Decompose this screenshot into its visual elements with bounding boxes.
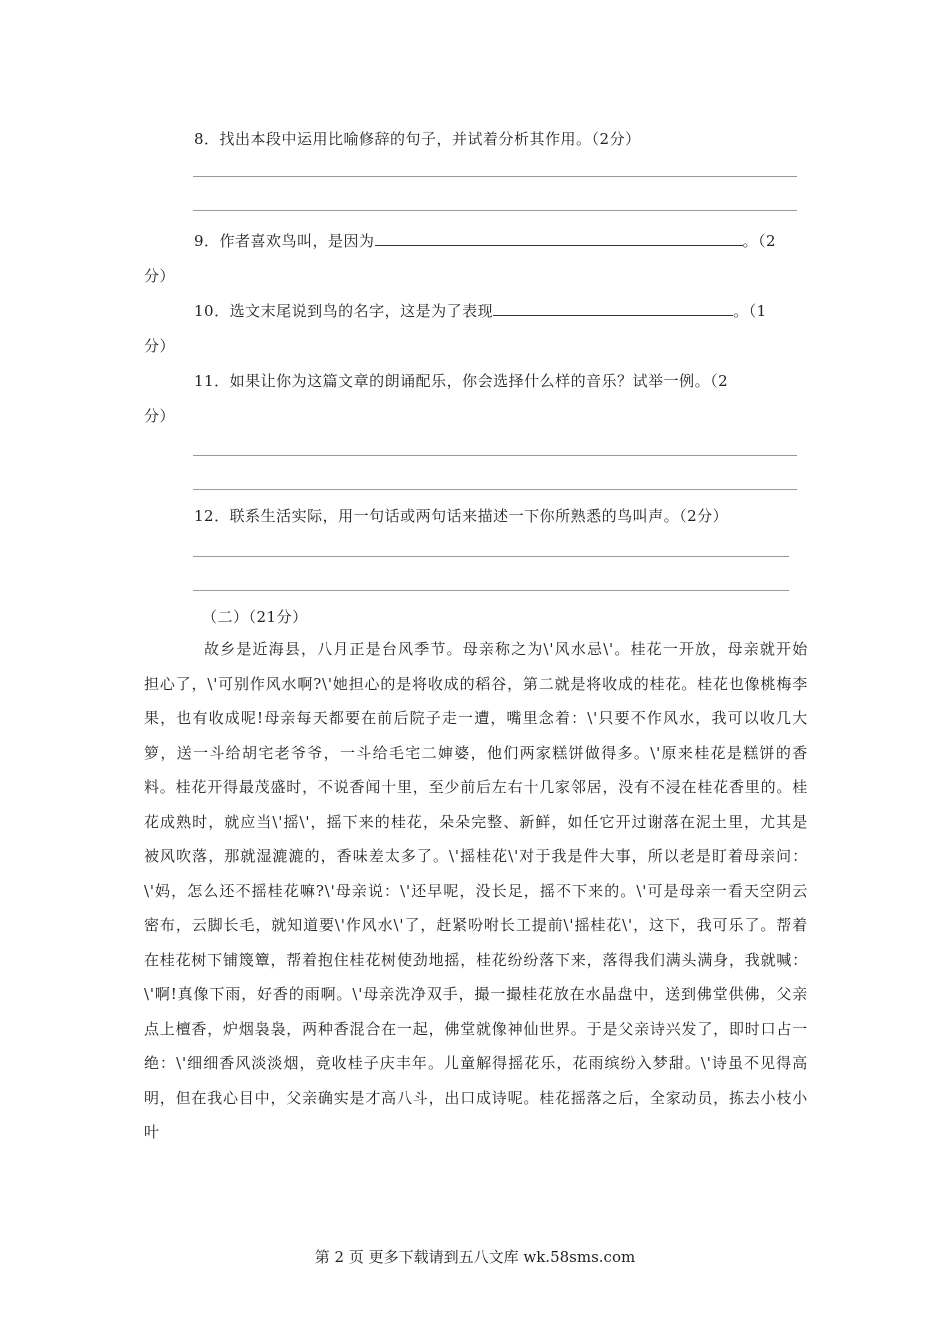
answer-line (193, 556, 789, 557)
question-9-suffix: 。（2 (742, 232, 777, 250)
passage-paragraph: 故乡是近海县，八月正是台风季节。母亲称之为\'风水忌\'。桂花一开放，母亲就开始担心了，\'可别作风水啊?\'她担心的是将收成的稻谷，第二就是将收成的桂花。桂花也像桃梅李果，也有收成呢!母亲每天都要在前后院子走一遭，嘴里念着：\'只要不作风水，我可以收几大箩，送一斗给胡宅老爷爷，一斗给毛宅二婶婆，他们两家糕饼做得多。\'原来桂花是糕饼的香料。桂花开得最茂盛时，不说香闻十里，至少前后左右十几家邻居，没有不浸在桂花香里的。桂花成熟时，就应当\'摇\'，摇下来的桂花，朵朵完整、新鲜，如任它开过谢落在泥土里，尤其是被风吹落，那就湿漉漉的，香味差太多了。\'摇桂花\'对于我是件大事，所以老是盯着母亲问：\'妈，怎么还不摇桂花嘛?\'母亲说：\'还早呢，没长足，摇不下来的。\'可是母亲一看天空阴云密布，云脚长毛，就知道要\'作风水\'了，赶紧吩咐长工提前\'摇桂花\'，这下，我可乐了。帮着在桂花树下铺篾簟，帮着抱住桂花树使劲地摇，桂花纷纷落下来，落得我们满头满身，我就喊：\'啊!真像下雨，好香的雨啊。\'母亲洗净双手，撮一撮桂花放在水晶盘中，送到佛堂供佛，父亲点上檀香，炉烟袅袅，两种香混合在一起，佛堂就像神仙世界。于是父亲诗兴发了，即时口占一绝：\'细细香风淡淡烟，竟收桂子庆丰年。儿童解得摇花乐，花雨缤纷入梦甜。\'诗虽不见得高明，但在我心目中，父亲确实是才高八斗，出口成诗呢。桂花摇落之后，全家动员，拣去小枝小叶 (144, 640, 808, 1141)
question-10-prefix: 10．选文末尾说到鸟的名字，这是为了表现 (194, 302, 494, 320)
question-9-prefix: 9．作者喜欢鸟叫，是因为 (194, 232, 375, 250)
question-10 (194, 300, 767, 321)
answer-line (193, 176, 797, 177)
question-11-wrap: 分） (144, 407, 176, 425)
question-9 (194, 230, 776, 251)
fill-in-blank (493, 301, 733, 316)
fill-in-blank (375, 231, 743, 246)
answer-line (193, 590, 789, 591)
question-12: 12．联系生活实际，用一句话或两句话来描述一下你所熟悉的鸟叫声。（2分） (194, 507, 729, 525)
page-footer: 第 2 页 更多下载请到五八文库 wk.58sms.com (314, 1248, 636, 1266)
answer-line (193, 455, 797, 456)
section-heading: （二）（21分） (202, 608, 308, 626)
question-9-wrap: 分） (144, 267, 176, 285)
question-10-suffix: 。（1 (733, 302, 767, 320)
question-8: 8．找出本段中运用比喻修辞的句子，并试着分析其作用。（2分） (194, 130, 641, 148)
question-10-wrap: 分） (144, 337, 176, 355)
answer-line (193, 489, 797, 490)
question-11: 11．如果让你为这篇文章的朗诵配乐，你会选择什么样的音乐？试举一例。（2 (194, 372, 729, 390)
answer-line (193, 210, 797, 211)
